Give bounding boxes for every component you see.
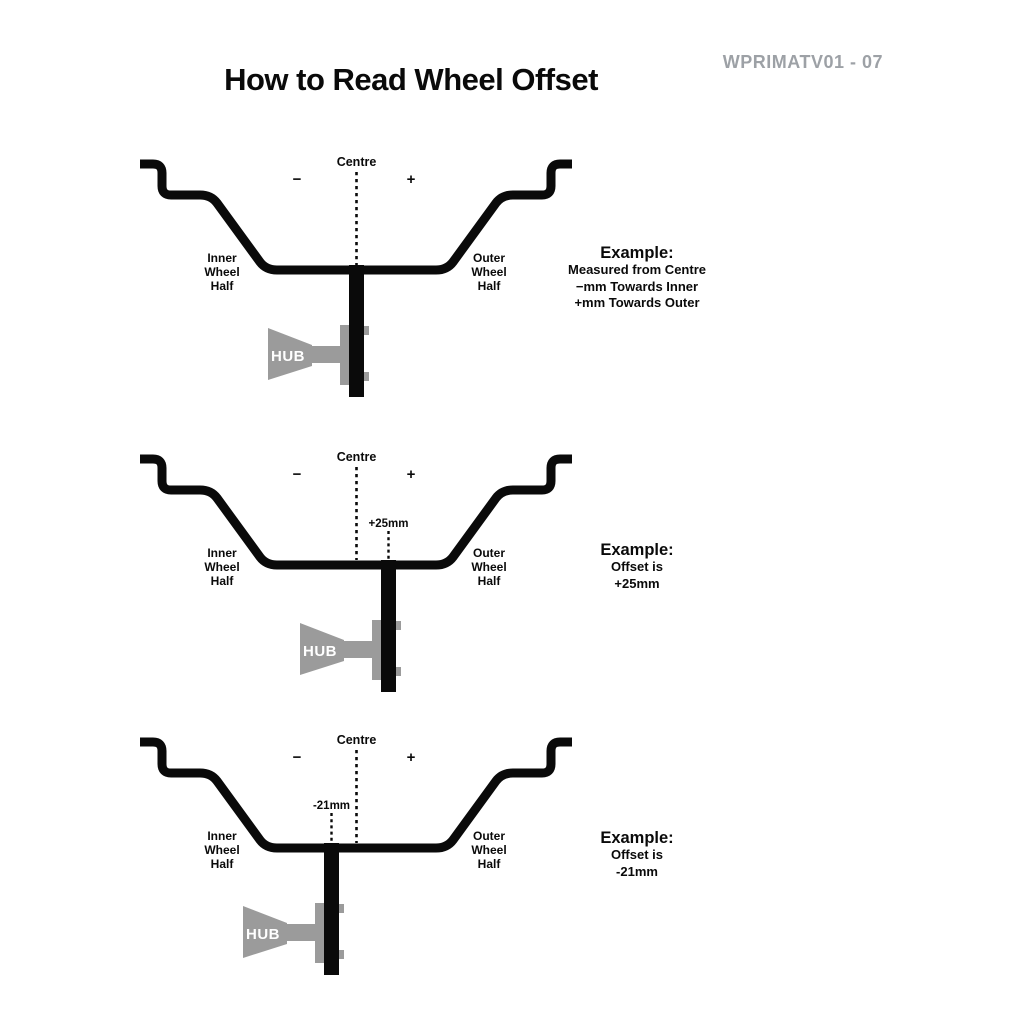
- svg-text:Outer: Outer: [472, 251, 506, 265]
- example-line: Offset is: [610, 847, 663, 862]
- diagram-negative-offset: [140, 733, 572, 975]
- example-heading: Example:: [600, 829, 674, 847]
- example-line: −mm Towards Inner: [575, 278, 699, 294]
- example-line: Offset is: [610, 559, 663, 574]
- svg-text:Half: Half: [210, 857, 234, 871]
- example-heading: Example:: [600, 541, 674, 559]
- svg-text:Wheel: Wheel: [204, 560, 240, 574]
- example-line: +mm Towards Outer: [574, 295, 700, 310]
- hub-and-mounting-face: [300, 560, 401, 692]
- plus-sign: +: [406, 171, 416, 188]
- diagram-zero-offset: [140, 155, 572, 397]
- document-code: WPRIMATV01 - 07: [722, 52, 883, 72]
- example-block-negative-offset: [600, 829, 673, 880]
- hub-label: HUB: [246, 926, 280, 943]
- svg-text:Wheel: Wheel: [471, 843, 507, 857]
- svg-text:Half: Half: [477, 857, 501, 871]
- outer-wheel-half-label: [471, 546, 506, 588]
- hub-and-mounting-face: [243, 843, 344, 975]
- inner-wheel-half-label: [204, 829, 239, 871]
- centre-label: Centre: [336, 155, 377, 169]
- svg-text:Inner: Inner: [207, 546, 237, 560]
- svg-text:Wheel: Wheel: [204, 265, 240, 279]
- example-line: +25mm: [614, 575, 660, 591]
- svg-text:Outer: Outer: [472, 829, 506, 843]
- svg-text:Inner: Inner: [207, 829, 237, 843]
- svg-text:Half: Half: [477, 574, 501, 588]
- hub-shape: [268, 265, 369, 397]
- svg-text:Outer: Outer: [472, 546, 506, 560]
- outer-wheel-half-label: [471, 829, 506, 871]
- svg-text:Half: Half: [210, 574, 234, 588]
- svg-text:Inner: Inner: [207, 251, 237, 265]
- diagram-positive-offset: [140, 450, 572, 692]
- offset-marker-label: +25mm: [368, 518, 409, 530]
- example-block-positive-offset: [600, 541, 673, 592]
- hub-shape: [243, 843, 344, 975]
- svg-text:Half: Half: [477, 279, 501, 293]
- svg-text:Wheel: Wheel: [471, 265, 507, 279]
- svg-text:Wheel: Wheel: [204, 843, 240, 857]
- minus-sign: −: [292, 466, 302, 483]
- svg-text:Wheel: Wheel: [471, 560, 507, 574]
- hub-label: HUB: [303, 643, 337, 660]
- inner-wheel-half-label: [204, 251, 239, 293]
- hub-and-mounting-face: [268, 265, 369, 397]
- plus-sign: +: [406, 466, 416, 483]
- hub-label: HUB: [271, 348, 305, 365]
- example-line: Measured from Centre: [568, 262, 706, 277]
- example-heading: Example:: [600, 244, 674, 262]
- svg-text:Half: Half: [210, 279, 234, 293]
- centre-label: Centre: [336, 450, 377, 464]
- plus-sign: +: [406, 749, 416, 766]
- minus-sign: −: [292, 171, 302, 188]
- example-block-zero-offset: [568, 244, 706, 312]
- inner-wheel-half-label: [204, 546, 239, 588]
- minus-sign: −: [292, 749, 302, 766]
- outer-wheel-half-label: [471, 251, 506, 293]
- example-line: -21mm: [616, 863, 658, 879]
- page-title: How to Read Wheel Offset: [224, 62, 598, 97]
- offset-marker-label: -21mm: [312, 800, 351, 812]
- centre-label: Centre: [336, 733, 377, 747]
- hub-shape: [300, 560, 401, 692]
